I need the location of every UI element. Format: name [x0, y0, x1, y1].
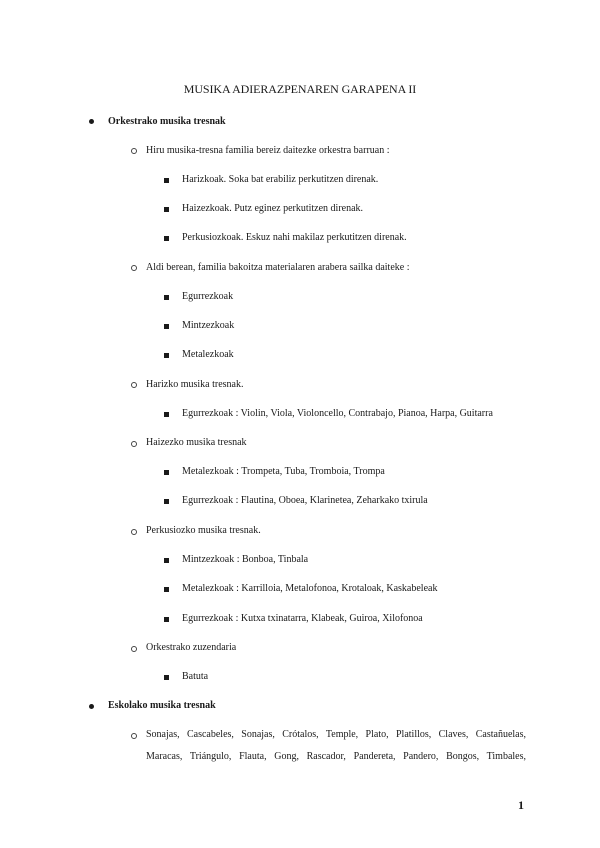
paragraph-line: Sonajas, Cascabeles, Sonajas, Crótalos, Temple, Plato, Platillos, Claves, Castañuelas,: [146, 729, 526, 740]
section-heading: Orkestrako musika tresnak: [108, 116, 226, 127]
square-bullet-icon: [164, 236, 169, 241]
square-bullet-icon: [164, 178, 169, 183]
circle-bullet-icon: [131, 529, 137, 535]
circle-bullet-icon: [131, 382, 137, 388]
list-item: Metalezkoak : Karrilloia, Metalofonoa, Krotaloak, Kaskabeleak: [182, 583, 438, 594]
list-item: Egurrezkoak : Kutxa txinatarra, Klabeak, Guiroa, Xilofonoa: [182, 613, 423, 624]
section-heading: Eskolako musika tresnak: [108, 700, 216, 711]
square-bullet-icon: [164, 324, 169, 329]
circle-bullet-icon: [131, 441, 137, 447]
circle-bullet-icon: [131, 646, 137, 652]
subsection-heading: Orkestrako zuzendaria: [146, 642, 237, 653]
square-bullet-icon: [164, 587, 169, 592]
list-item: Metalezkoak : Trompeta, Tuba, Tromboia, Trompa: [182, 466, 385, 477]
square-bullet-icon: [164, 470, 169, 475]
bullet-icon: [89, 704, 94, 709]
subsection-heading: Harizko musika tresnak.: [146, 379, 244, 390]
square-bullet-icon: [164, 558, 169, 563]
list-item: Egurrezkoak : Flautina, Oboea, Klarinetea, Zeharkako txirula: [182, 495, 428, 506]
square-bullet-icon: [164, 353, 169, 358]
list-item: Haizezkoak. Putz eginez perkutitzen direnak.: [182, 203, 364, 214]
square-bullet-icon: [164, 207, 169, 212]
list-item: Metalezkoak: [182, 349, 234, 360]
subsection-heading: Perkusiozko musika tresnak.: [146, 525, 261, 536]
list-item: Egurrezkoak : Violin, Viola, Violoncello, Contrabajo, Pianoa, Harpa, Guitarra: [182, 408, 493, 419]
square-bullet-icon: [164, 412, 169, 417]
page-number: 1: [518, 798, 524, 812]
bullet-icon: [89, 119, 94, 124]
list-item: Harizkoak. Soka bat erabiliz perkutitzen direnak.: [182, 174, 379, 185]
list-item: Batuta: [182, 671, 209, 682]
square-bullet-icon: [164, 675, 169, 680]
square-bullet-icon: [164, 617, 169, 622]
list-item: Mintzezkoak : Bonboa, Tinbala: [182, 554, 309, 565]
page-title: MUSIKA ADIERAZPENAREN GARAPENA II: [183, 82, 417, 96]
list-item: Perkusiozkoak. Eskuz nahi makilaz perkutitzen direnak.: [182, 232, 407, 243]
list-item: Mintzezkoak: [182, 320, 235, 331]
families-intro: Hiru musika-tresna familia bereiz daitezke orkestra barruan :: [146, 145, 390, 156]
square-bullet-icon: [164, 499, 169, 504]
materials-intro: Aldi berean, familia bakoitza materialaren arabera sailka daiteke :: [146, 262, 410, 273]
circle-bullet-icon: [131, 148, 137, 154]
paragraph-line: Maracas, Triángulo, Flauta, Gong, Rascador, Pandereta, Pandero, Bongos, Timbales,: [146, 751, 526, 762]
subsection-heading: Haizezko musika tresnak: [146, 437, 247, 448]
circle-bullet-icon: [131, 733, 137, 739]
square-bullet-icon: [164, 295, 169, 300]
circle-bullet-icon: [131, 265, 137, 271]
list-item: Egurrezkoak: [182, 291, 234, 302]
